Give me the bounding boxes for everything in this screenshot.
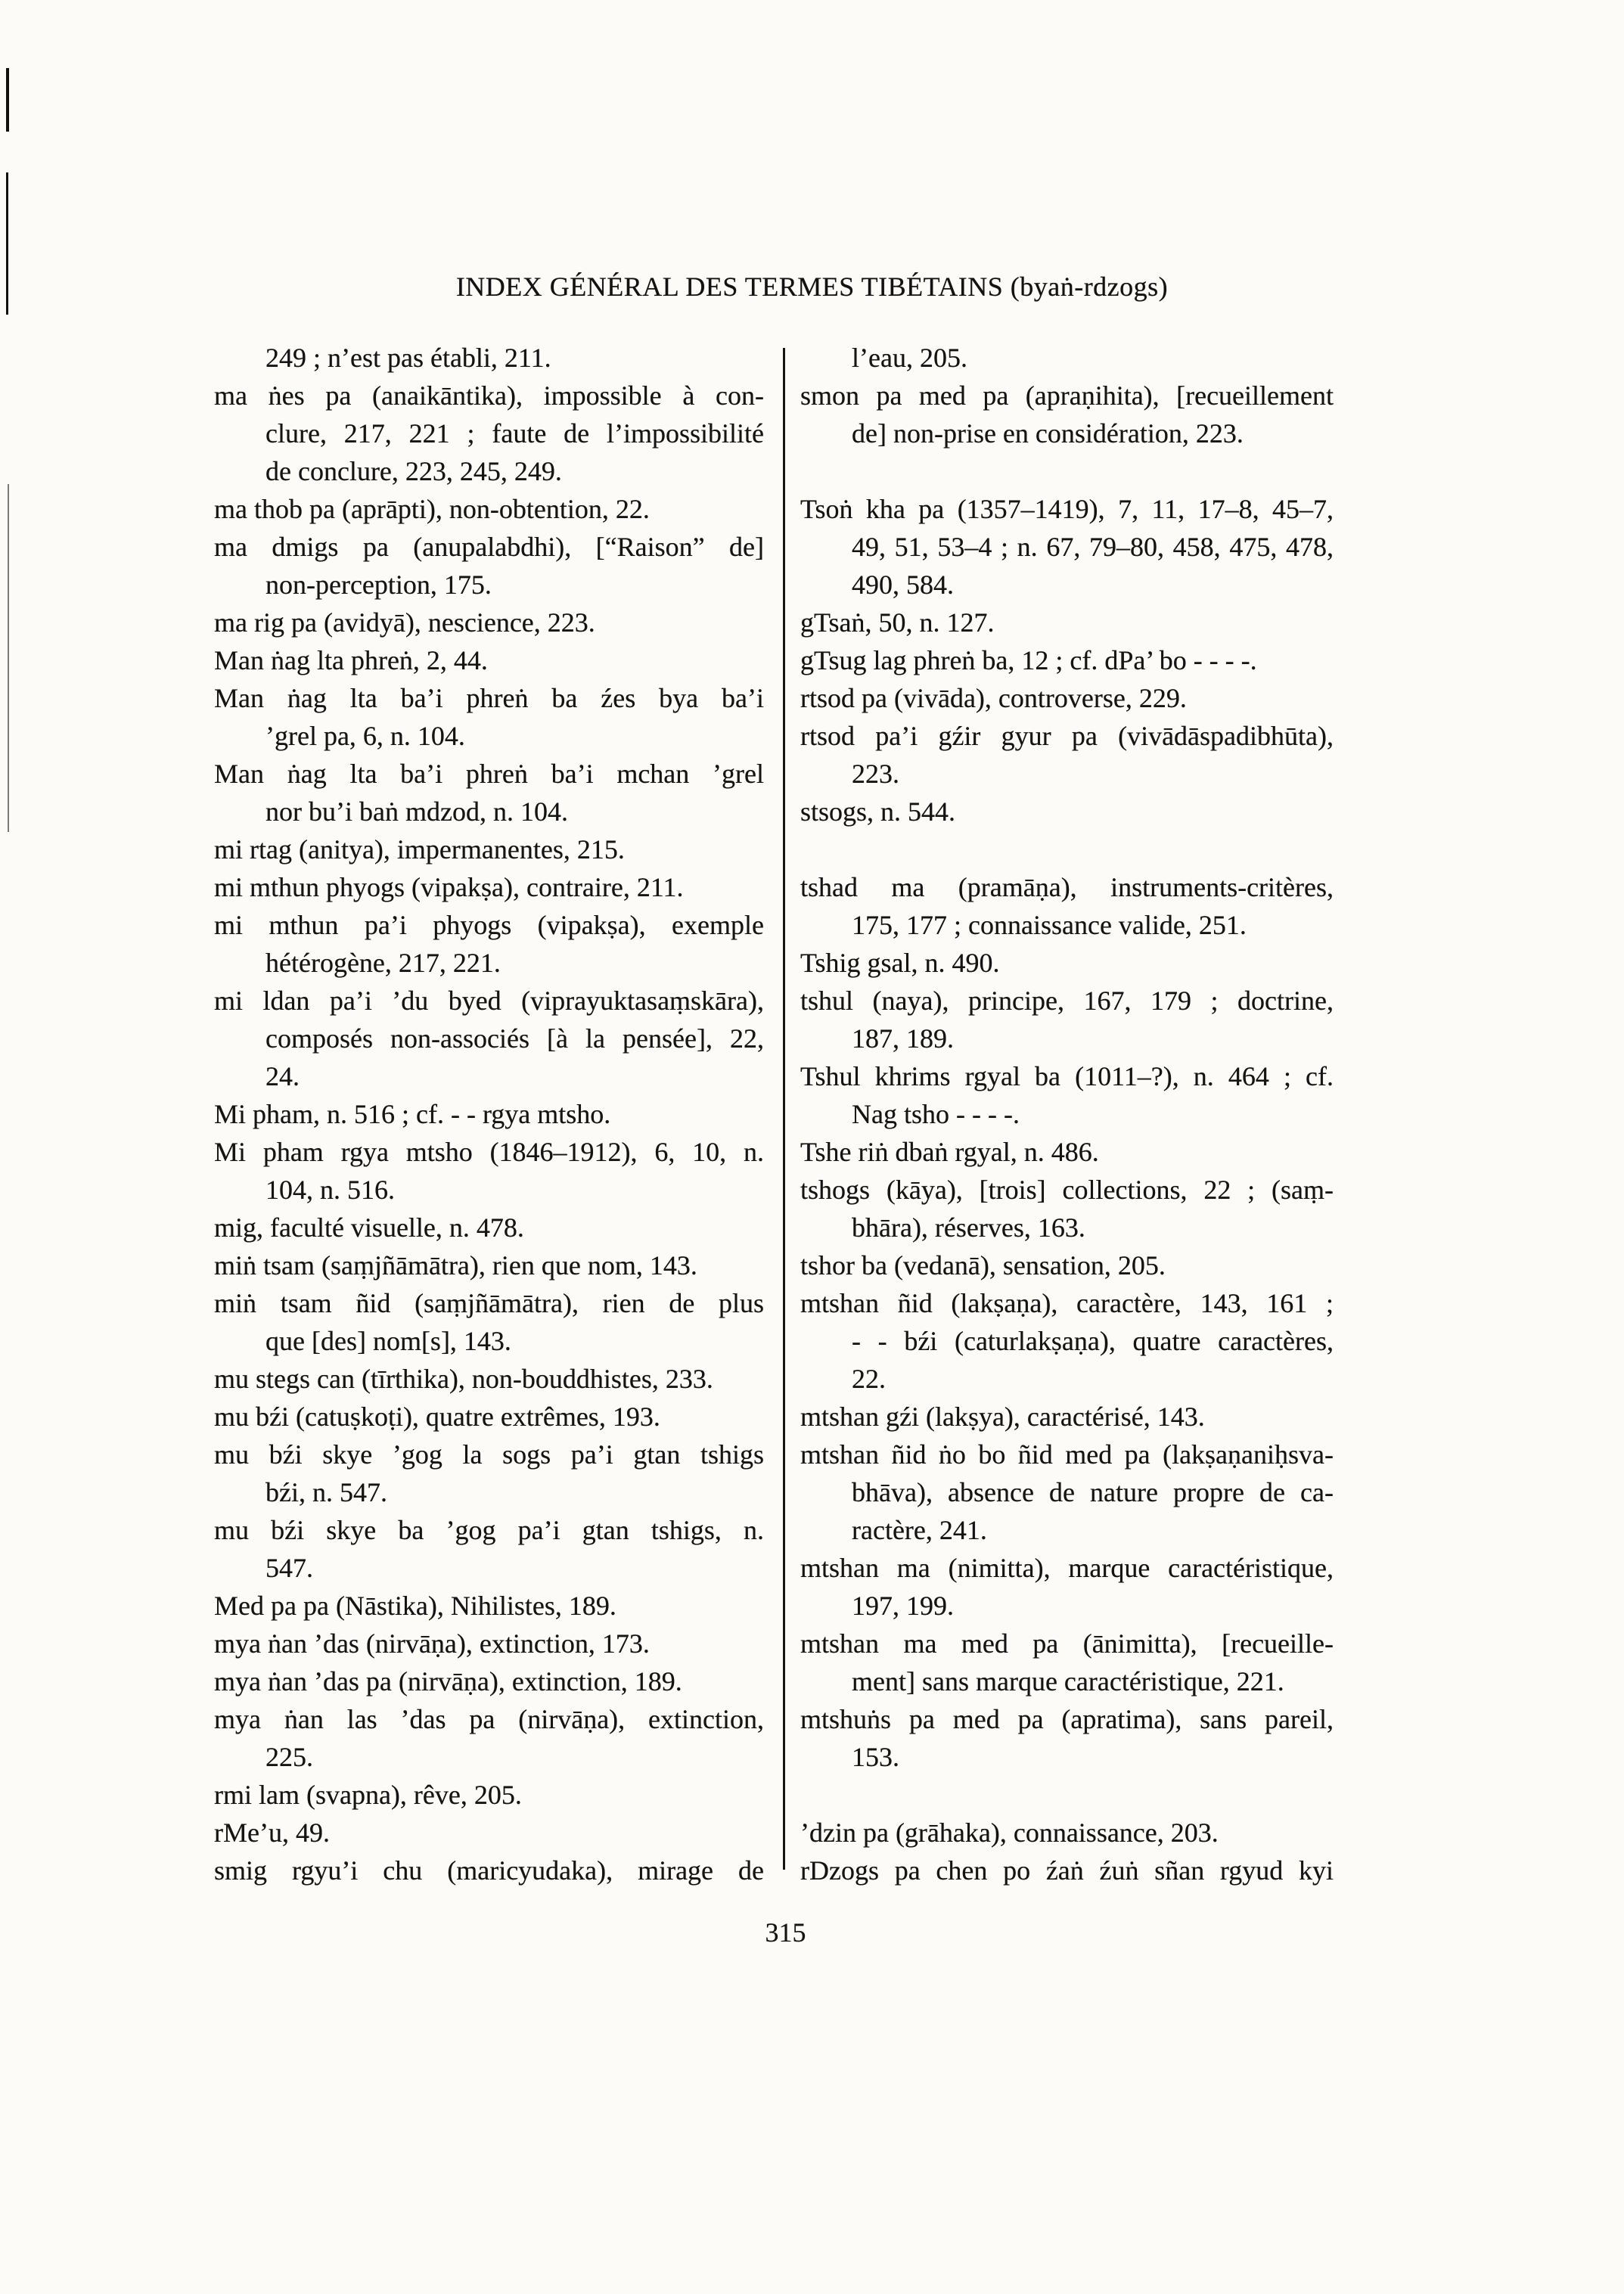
index-line: Med pa pa (Nāstika), Nihilistes, 189.: [214, 1591, 616, 1621]
index-line: 22.: [852, 1364, 886, 1394]
index-line: Tsoṅ kha pa (1357–1419), 7, 11, 17–8, 45–7,: [800, 494, 1334, 524]
index-line: mtshan ñid ṅo bo ñid med pa (lakṣaṇaniḥsva-: [800, 1439, 1334, 1470]
index-line: stsogs, n. 544.: [800, 796, 956, 827]
page-title: INDEX GÉNÉRAL DES TERMES TIBÉTAINS (byaṅ-rdzogs): [455, 272, 1169, 302]
index-line: 490, 584.: [852, 570, 954, 600]
index-line: 187, 189.: [852, 1023, 954, 1054]
index-line: ma rig pa (avidyā), nescience, 223.: [214, 607, 595, 638]
page-number: 315: [765, 1917, 806, 1948]
index-line: rMe’u, 49.: [214, 1818, 330, 1848]
index-line: 24.: [265, 1061, 300, 1091]
index-line: rtsod pa’i gźir gyur pa (vivādāspadibhūta),: [800, 721, 1334, 751]
index-line: rDzogs pa chen po źaṅ źuṅ sñan rgyud kyi: [800, 1855, 1334, 1886]
index-line: Tshe riṅ dbaṅ rgyal, n. 486.: [800, 1137, 1099, 1167]
index-line: non-perception, 175.: [265, 570, 492, 600]
index-line: smig rgyu’i chu (maricyudaka), mirage de: [214, 1855, 764, 1886]
index-line: Man ṅag lta ba’i phreṅ ba’i mchan ’grel: [214, 759, 764, 789]
index-line: Man ṅag lta phreṅ, 2, 44.: [214, 645, 488, 675]
index-line: Mi pham, n. 516 ; cf. - - rgya mtsho.: [214, 1099, 611, 1129]
index-line: l’eau, 205.: [852, 343, 967, 373]
index-line: mi rtag (anitya), impermanentes, 215.: [214, 834, 625, 865]
index-line: mu bźi (catuṣkoṭi), quatre extrêmes, 193.: [214, 1402, 660, 1432]
index-line: clure, 217, 221 ; faute de l’impossibilité: [265, 418, 764, 449]
index-line: 49, 51, 53–4 ; n. 67, 79–80, 458, 475, 478,: [852, 532, 1334, 562]
index-line: mu bźi skye ’gog la sogs pa’i gtan tshigs: [214, 1439, 764, 1470]
index-line: 547.: [265, 1553, 313, 1583]
index-line: smon pa med pa (apraṇihita), [recueillement: [800, 380, 1334, 411]
index-line: mtshan ma med pa (ānimitta), [recueille-: [800, 1628, 1334, 1659]
index-line: 225.: [265, 1742, 313, 1772]
index-line: gTsug lag phreṅ ba, 12 ; cf. dPa’ bo - - - -.: [800, 645, 1257, 675]
index-line: mig, faculté visuelle, n. 478.: [214, 1212, 524, 1243]
index-line: que [des] nom[s], 143.: [265, 1326, 511, 1356]
scan-artifact: [6, 68, 9, 132]
index-line: Nag tsho - - - -.: [852, 1099, 1020, 1129]
index-line: miṅ tsam ñid (saṃjñāmātra), rien de plus: [214, 1288, 764, 1318]
index-line: ma dmigs pa (anupalabdhi), [“Raison” de]: [214, 532, 764, 562]
index-line: Mi pham rgya mtsho (1846–1912), 6, 10, n.: [214, 1137, 764, 1167]
index-line: de] non-prise en considération, 223.: [852, 418, 1244, 449]
index-line: bźi, n. 547.: [265, 1477, 387, 1507]
index-line: mu bźi skye ba ’gog pa’i gtan tshigs, n.: [214, 1515, 764, 1545]
index-line: gTsaṅ, 50, n. 127.: [800, 607, 995, 638]
index-line: Tshul khrims rgyal ba (1011–?), n. 464 ; cf.: [800, 1061, 1334, 1091]
column-divider: [783, 348, 785, 1870]
index-line: 175, 177 ; connaissance valide, 251.: [852, 910, 1247, 940]
index-line: 249 ; n’est pas établi, 211.: [265, 343, 551, 373]
index-line: nor bu’i baṅ mdzod, n. 104.: [265, 796, 568, 827]
index-line: mi mthun pa’i phyogs (vipakṣa), exemple: [214, 910, 764, 940]
index-line: Tshig gsal, n. 490.: [800, 948, 1000, 978]
index-line: - - bźi (caturlakṣaṇa), quatre caractères,: [852, 1326, 1334, 1356]
index-line: Man ṅag lta ba’i phreṅ ba źes bya ba’i: [214, 683, 764, 713]
index-line: mya ṅan las ’das pa (nirvāṇa), extinction,: [214, 1704, 764, 1734]
index-line: ractère, 241.: [852, 1515, 987, 1545]
index-line: rmi lam (svapna), rêve, 205.: [214, 1780, 522, 1810]
index-line: bhāva), absence de nature propre de ca-: [852, 1477, 1334, 1507]
index-line: mtshan ñid (lakṣaṇa), caractère, 143, 161 ;: [800, 1288, 1334, 1318]
index-column-left: [214, 339, 764, 1889]
index-line: mtshuṅs pa med pa (apratima), sans pareil,: [800, 1704, 1334, 1734]
scan-artifact: [8, 484, 9, 832]
index-line: ma thob pa (aprāpti), non-obtention, 22.: [214, 494, 650, 524]
index-line: ’dzin pa (grāhaka), connaissance, 203.: [800, 1818, 1219, 1848]
index-line: composés non-associés [à la pensée], 22,: [265, 1023, 764, 1054]
index-line: ma ṅes pa (anaikāntika), impossible à con-: [214, 380, 764, 411]
index-line: 197, 199.: [852, 1591, 954, 1621]
index-line: rtsod pa (vivāda), controverse, 229.: [800, 683, 1187, 713]
index-line: hétérogène, 217, 221.: [265, 948, 501, 978]
index-line: 104, n. 516.: [265, 1175, 395, 1205]
index-line: mya ṅan ’das (nirvāṇa), extinction, 173.: [214, 1628, 650, 1659]
index-line: de conclure, 223, 245, 249.: [265, 456, 562, 486]
index-line: tshor ba (vedanā), sensation, 205.: [800, 1250, 1166, 1280]
index-column-right: [800, 339, 1334, 1889]
index-line: mi mthun phyogs (vipakṣa), contraire, 211.: [214, 872, 684, 902]
index-line: mtshan gźi (lakṣya), caractérisé, 143.: [800, 1402, 1205, 1432]
blank-line: [800, 830, 1334, 868]
index-line: mtshan ma (nimitta), marque caractéristique,: [800, 1553, 1334, 1583]
index-line: mu stegs can (tīrthika), non-bouddhistes, 233.: [214, 1364, 713, 1394]
index-line: tshogs (kāya), [trois] collections, 22 ; (saṃ-: [800, 1175, 1334, 1205]
index-line: tshad ma (pramāṇa), instruments-critères,: [800, 872, 1334, 902]
index-line: mi ldan pa’i ’du byed (viprayuktasaṃskāra),: [214, 986, 764, 1016]
index-line: miṅ tsam (saṃjñāmātra), rien que nom, 143.: [214, 1250, 697, 1280]
index-line: mya ṅan ’das pa (nirvāṇa), extinction, 189.: [214, 1666, 682, 1696]
blank-line: [800, 452, 1334, 490]
blank-line: [800, 1776, 1334, 1814]
index-line: bhāra), réserves, 163.: [852, 1212, 1085, 1243]
index-line: 153.: [852, 1742, 899, 1772]
index-line: 223.: [852, 759, 899, 789]
index-line: ’grel pa, 6, n. 104.: [265, 721, 465, 751]
index-line: tshul (naya), principe, 167, 179 ; doctrine,: [800, 986, 1334, 1016]
index-line: ment] sans marque caractéristique, 221.: [852, 1666, 1284, 1696]
